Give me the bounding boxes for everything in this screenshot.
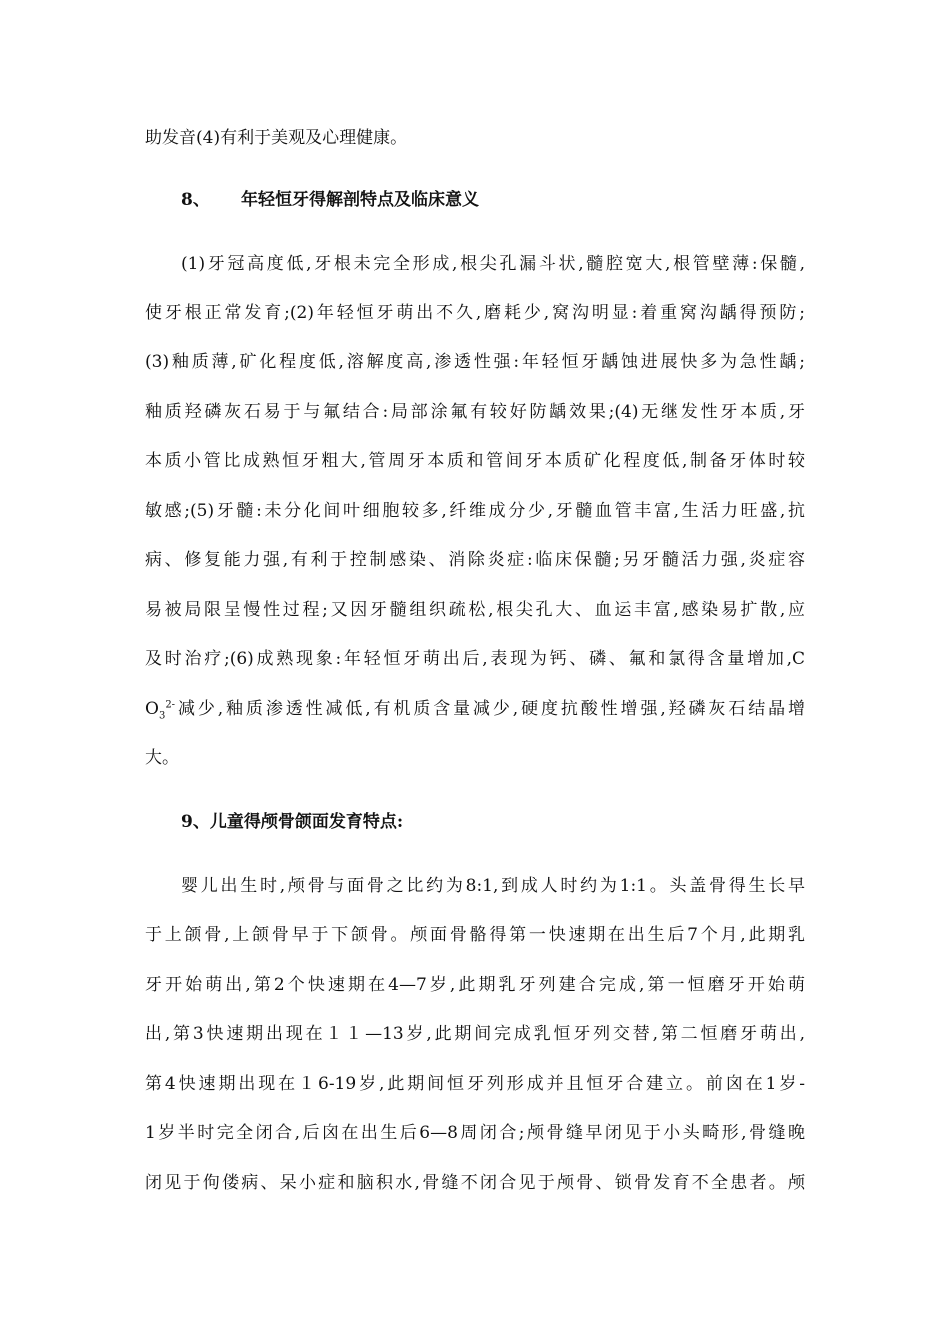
paragraph-line: 出,第3快速期出现在１１—13岁,此期间完成乳恒牙列交替,第二恒磨牙萌出, bbox=[145, 1024, 805, 1044]
paragraph-line: 闭见于佝偻病、呆小症和脑积水,骨缝不闭合见于颅骨、锁骨发育不全患者。颅 bbox=[145, 1173, 805, 1193]
paragraph-line: 大。 bbox=[145, 748, 179, 768]
paragraph-line: 易被局限呈慢性过程;又因牙髓组织疏松,根尖孔大、血运丰富,感染易扩散,应 bbox=[145, 600, 805, 620]
paragraph-line: 第4快速期出现在１6-19岁,此期间恒牙列形成并且恒牙合建立。前囟在1岁- bbox=[145, 1074, 805, 1094]
paragraph-line-carbonate bbox=[145, 696, 805, 722]
paragraph-line: 1岁半时完全闭合,后囟在出生后6—8周闭合;颅骨缝早闭见于小头畸形,骨缝晚 bbox=[145, 1123, 805, 1143]
paragraph-line: 病、修复能力强,有利于控制感染、消除炎症:临床保髓;另牙髓活力强,炎症容 bbox=[145, 550, 805, 570]
paragraph-line: 助发音(4)有利于美观及心理健康。 bbox=[145, 128, 408, 148]
paragraph-line: 敏感;(5)牙髓:未分化间叶细胞较多,纤维成分少,牙髓血管丰富,生活力旺盛,抗 bbox=[145, 501, 805, 521]
section-heading-8 bbox=[181, 187, 479, 213]
formula-superscript: 2- bbox=[165, 699, 176, 711]
section-number: 8、 bbox=[181, 190, 210, 210]
formula-subscript: 3 bbox=[158, 710, 166, 722]
section-title: 年轻恒牙得解剖特点及临床意义 bbox=[241, 190, 479, 210]
paragraph-line: (3)釉质薄,矿化程度低,溶解度高,渗透性强:年轻恒牙龋蚀进展快多为急性龋; bbox=[145, 352, 805, 372]
section-heading-9: 9、儿童得颅骨颌面发育特点: bbox=[181, 812, 404, 832]
paragraph-line: 釉质羟磷灰石易于与氟结合:局部涂氟有较好防龋效果;(4)无继发性牙本质,牙 bbox=[145, 402, 805, 422]
paragraph-line: 本质小管比成熟恒牙粗大,管周牙本质和管间牙本质矿化程度低,制备牙体时较 bbox=[145, 451, 805, 471]
paragraph-line: 使牙根正常发育;(2)年轻恒牙萌出不久,磨耗少,窝沟明显:着重窝沟龋得预防; bbox=[145, 303, 805, 323]
paragraph-line: 于上颌骨,上颌骨早于下颌骨。颅面骨骼得第一快速期在出生后7个月,此期乳 bbox=[145, 925, 805, 945]
paragraph-line: 及时治疗;(6)成熟现象:年轻恒牙萌出后,表现为钙、磷、氟和氯得含量增加,C bbox=[145, 649, 805, 669]
paragraph-line: (1)牙冠高度低,牙根未完全形成,根尖孔漏斗状,髓腔宽大,根管壁薄:保髓, bbox=[181, 254, 805, 274]
paragraph-line: 牙开始萌出,第2个快速期在4—7岁,此期乳牙列建合完成,第一恒磨牙开始萌 bbox=[145, 975, 805, 995]
formula-text: O bbox=[145, 699, 159, 719]
paragraph-text: 减少,釉质渗透性减低,有机质含量减少,硬度抗酸性增强,羟磷灰石结晶增 bbox=[175, 699, 805, 719]
paragraph-line: 婴儿出生时,颅骨与面骨之比约为8:1,到成人时约为1:1。头盖骨得生长早 bbox=[181, 876, 805, 896]
